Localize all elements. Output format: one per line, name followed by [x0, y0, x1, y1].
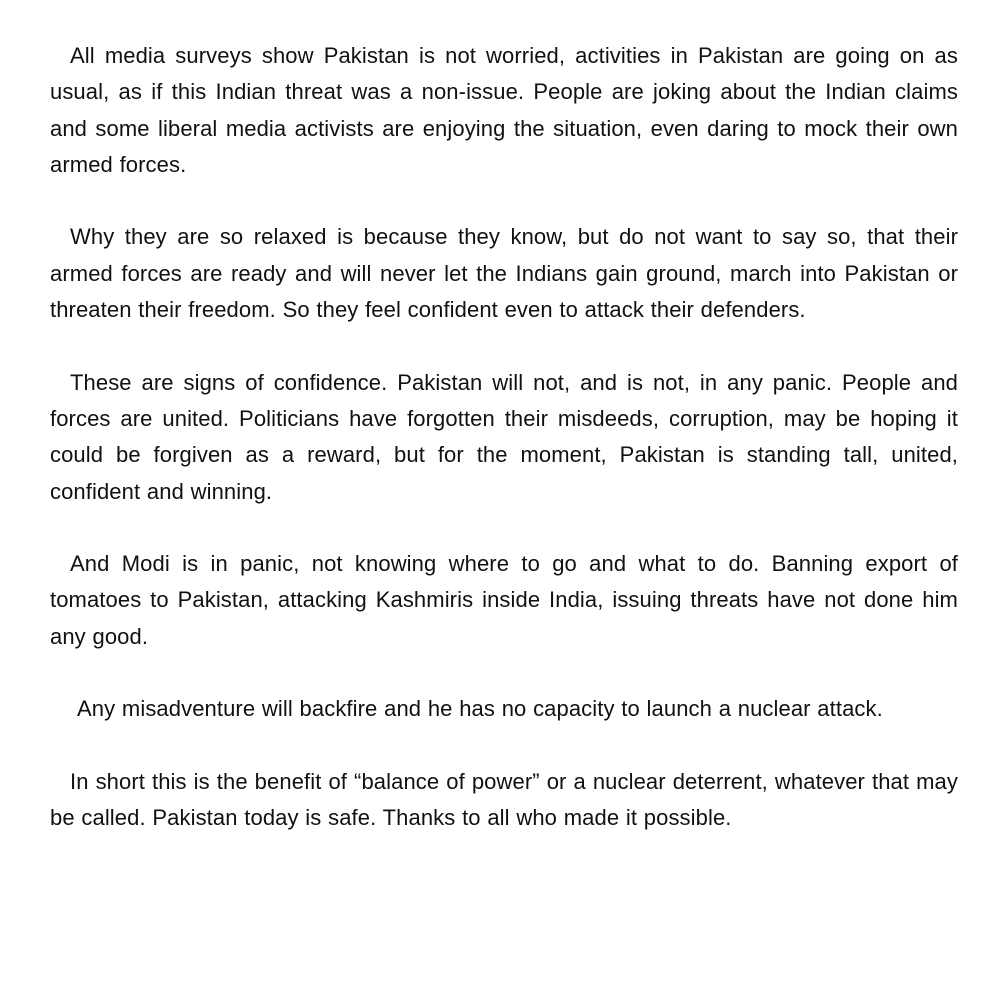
paragraph-misadventure: Any misadventure will backfire and he has no capacity to launch a nuclear attack.	[77, 696, 883, 722]
paragraph-modi-panic: And Modi is in panic, not knowing where to go and what to do. Banning export of tomatoes to Pakistan, attacking Kashmiris inside India, issuing threats have not done him any good.	[50, 551, 958, 649]
paragraph-media-surveys: All media surveys show Pakistan is not worried, activities in Pakistan are going on as usual, as if this Indian threat was a non-issue. People are joking about the Indian claims and some liberal media activists are enjoying the situation, even daring to mock their own armed forces.	[50, 43, 958, 177]
paragraph-signs-of-confidence: These are signs of confidence. Pakistan will not, and is not, in any panic. People and forces are united. Politicians have forgotten their misdeeds, corruption, may be hoping it could be forgiven as a reward, but for the moment, Pakistan is standing tall, united, confident and winning.	[50, 369, 958, 504]
document-body	[50, 38, 958, 873]
paragraph-why-relaxed: Why they are so relaxed is because they know, but do not want to say so, that their armed forces are ready and will never let the Indians gain ground, march into Pakistan or threaten their freedom. So they feel confident even to attack their defenders.	[50, 224, 958, 323]
paragraph-balance-of-power: In short this is the benefit of “balance of power” or a nuclear deterrent, whatever that may be called. Pakistan today is safe. Thanks to all who made it possible.	[50, 768, 958, 831]
